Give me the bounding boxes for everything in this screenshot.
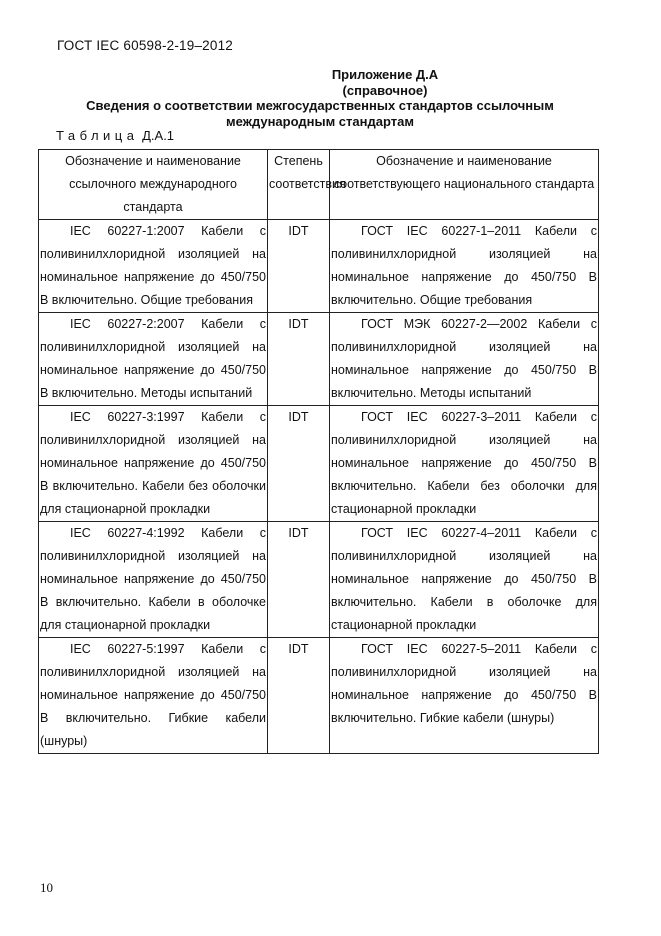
annex-kind: (справочное) <box>342 83 428 98</box>
table-row <box>39 638 599 754</box>
cell-degree-text: IDT <box>288 410 309 424</box>
document-code: ГОСТ IEC 60598-2-19–2012 <box>57 38 234 53</box>
table-caption-number: Д.А.1 <box>142 128 175 143</box>
cell-national-text: ГОСТ IEC 60227-3–2011 Кабели с поливинилхлоридной изоляцией на номинальное напряжение до 450/750 В включительно. Кабели без оболочки для стационарной прокладки <box>331 410 597 516</box>
cell-international <box>39 220 268 313</box>
cell-national <box>330 522 599 638</box>
cell-degree-text: IDT <box>288 224 309 238</box>
table-caption <box>56 128 174 143</box>
table-row <box>39 522 599 638</box>
annex-label: Приложение Д.А <box>331 67 439 82</box>
cell-international <box>39 638 268 754</box>
cell-national <box>330 406 599 522</box>
header-degree: Степень соответствия <box>268 150 330 220</box>
table-row <box>39 313 599 406</box>
cell-national <box>330 220 599 313</box>
cell-degree <box>268 406 330 522</box>
annex-title: Сведения о соответствии межгосударственных стандартов ссылочным международным стандартам <box>86 98 554 129</box>
cell-degree <box>268 638 330 754</box>
cell-national-text: ГОСТ IEC 60227-5–2011 Кабели с поливинилхлоридной изоляцией на номинальное напряжение до 450/750 В включительно. Гибкие кабели (шнуры) <box>331 642 597 725</box>
cell-degree-text: IDT <box>288 317 309 331</box>
page-number: 10 <box>40 880 53 895</box>
table-row <box>39 406 599 522</box>
cell-international-text: IEC 60227-4:1992 Кабели с поливинилхлоридной изоляцией на номинальное напряжение до 450/750 В включительно. Кабели в оболочке для стационарной прокладки <box>40 526 266 632</box>
cell-international-text: IEC 60227-3:1997 Кабели с поливинилхлоридной изоляцией на номинальное напряжение до 450/750 В включительно. Кабели без оболочки для стационарной прокладки <box>40 410 266 516</box>
table-body <box>39 220 599 754</box>
cell-international <box>39 406 268 522</box>
header-national: Обозначение и наименование соответствующего национального стандарта <box>330 150 599 220</box>
cell-national-text: ГОСТ МЭК 60227-2—2002 Кабели с поливинилхлоридной изоляцией на номинальное напряжение до 450/750 В включительно. Методы испытаний <box>331 317 597 400</box>
cell-degree <box>268 313 330 406</box>
table-caption-word: Таблица <box>56 128 139 143</box>
cell-international-text: IEC 60227-2:2007 Кабели с поливинилхлоридной изоляцией на номинальное напряжение до 450/750 В включительно. Методы испытаний <box>40 317 266 400</box>
cell-degree <box>268 220 330 313</box>
cell-international <box>39 522 268 638</box>
cell-degree <box>268 522 330 638</box>
cell-international-text: IEC 60227-1:2007 Кабели с поливинилхлоридной изоляцией на номинальное напряжение до 450/750 В включительно. Общие требования <box>40 224 266 307</box>
annex-heading <box>40 67 661 99</box>
cell-degree-text: IDT <box>288 642 309 656</box>
table-header-row <box>39 150 599 220</box>
correspondence-table <box>38 149 599 754</box>
cell-national <box>330 313 599 406</box>
cell-international-text: IEC 60227-5:1997 Кабели с поливинилхлоридной изоляцией на номинальное напряжение до 450/750 В включительно. Гибкие кабели (шнуры) <box>40 642 266 748</box>
cell-degree-text: IDT <box>288 526 309 540</box>
cell-international <box>39 313 268 406</box>
cell-national-text: ГОСТ IEC 60227-1–2011 Кабели с поливинилхлоридной изоляцией на номинальное напряжение до 450/750 В включительно. Общие требования <box>331 224 597 307</box>
cell-national <box>330 638 599 754</box>
header-international: Обозначение и наименование ссылочного международного стандарта <box>39 150 268 220</box>
table-row <box>39 220 599 313</box>
cell-national-text: ГОСТ IEC 60227-4–2011 Кабели с поливинилхлоридной изоляцией на номинальное напряжение до 450/750 В включительно. Кабели в оболочке для стационарной прокладки <box>331 526 597 632</box>
